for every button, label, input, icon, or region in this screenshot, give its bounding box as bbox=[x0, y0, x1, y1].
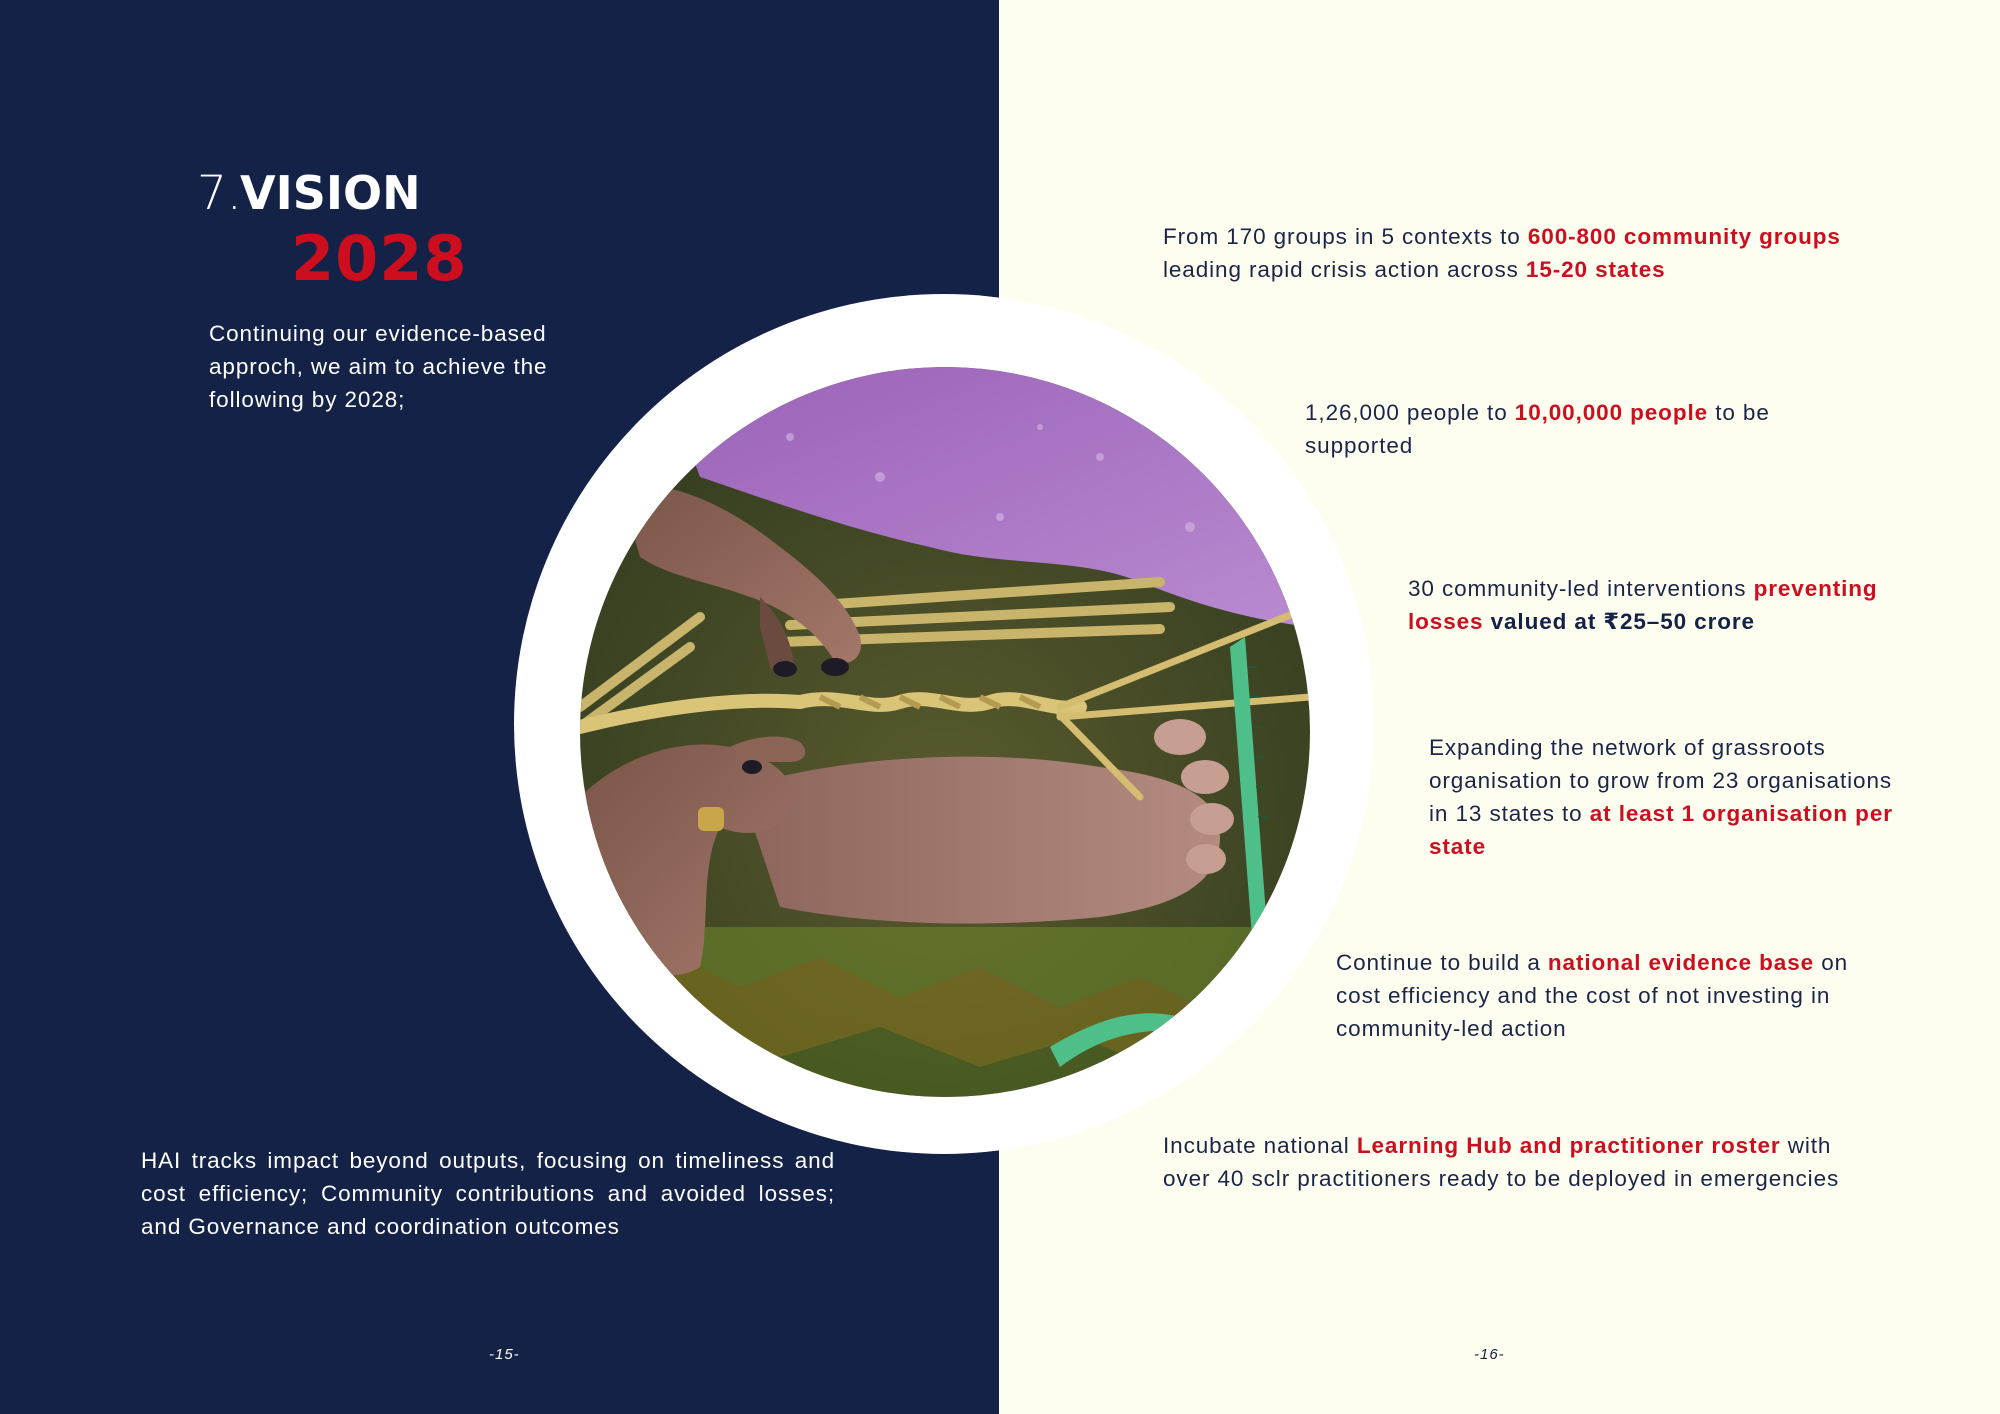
goal-text: to be supported bbox=[1305, 400, 1770, 458]
section-title: VISION bbox=[240, 166, 421, 220]
goal-network-expansion bbox=[1429, 731, 1899, 863]
goal-text: with over 40 sclr practitioners ready to be deployed in emergencies bbox=[1163, 1133, 1840, 1191]
weaving-photo-illustration bbox=[580, 367, 1310, 1097]
goal-text: Expanding the network of grassroots organisation to grow from 23 organisations in 13 states to bbox=[1429, 735, 1893, 826]
goal-text: leading rapid crisis action across bbox=[1163, 257, 1526, 282]
section-year: 2028 bbox=[291, 222, 468, 295]
goal-text: From 170 groups in 5 contexts to bbox=[1163, 224, 1528, 249]
goal-text: 1,26,000 people to bbox=[1305, 400, 1515, 425]
goal-highlight: at least 1 organisation per state bbox=[1429, 801, 1893, 859]
goal-community-groups bbox=[1163, 220, 1863, 286]
section-number: 7. bbox=[197, 166, 242, 221]
goal-text-bold: valued at ₹25–50 crore bbox=[1483, 609, 1755, 634]
goal-text: Continue to build a bbox=[1336, 950, 1548, 975]
page-number-left: -15- bbox=[489, 1346, 520, 1363]
intro-paragraph: Continuing our evidence-based approch, we aim to achieve the following by 2028; bbox=[209, 321, 548, 412]
goal-highlight: 10,00,000 people bbox=[1514, 400, 1709, 425]
goal-highlight: 600-800 community groups bbox=[1527, 224, 1841, 249]
page-number-right: -16- bbox=[1474, 1346, 1505, 1363]
goal-highlight: Learning Hub and practitioner roster bbox=[1356, 1133, 1781, 1158]
goal-highlight: 15-20 states bbox=[1525, 257, 1666, 282]
impact-paragraph: HAI tracks impact beyond outputs, focusing on timeliness and cost efficiency; Community contributions and avoided losses; and Governance and coordination outcomes bbox=[141, 1148, 835, 1239]
goal-interventions bbox=[1408, 572, 1888, 638]
goal-people-supported bbox=[1305, 396, 1865, 462]
goal-learning-hub bbox=[1163, 1129, 1863, 1195]
weaving-photo bbox=[580, 367, 1310, 1097]
goal-evidence-base bbox=[1336, 946, 1876, 1045]
goal-text: 30 community-led interventions bbox=[1408, 576, 1754, 601]
goal-text: Incubate national bbox=[1163, 1133, 1357, 1158]
goal-highlight: preventing losses bbox=[1408, 576, 1878, 634]
goal-highlight: national evidence base bbox=[1547, 950, 1815, 975]
goal-text: on cost efficiency and the cost of not investing in community-led action bbox=[1336, 950, 1849, 1041]
